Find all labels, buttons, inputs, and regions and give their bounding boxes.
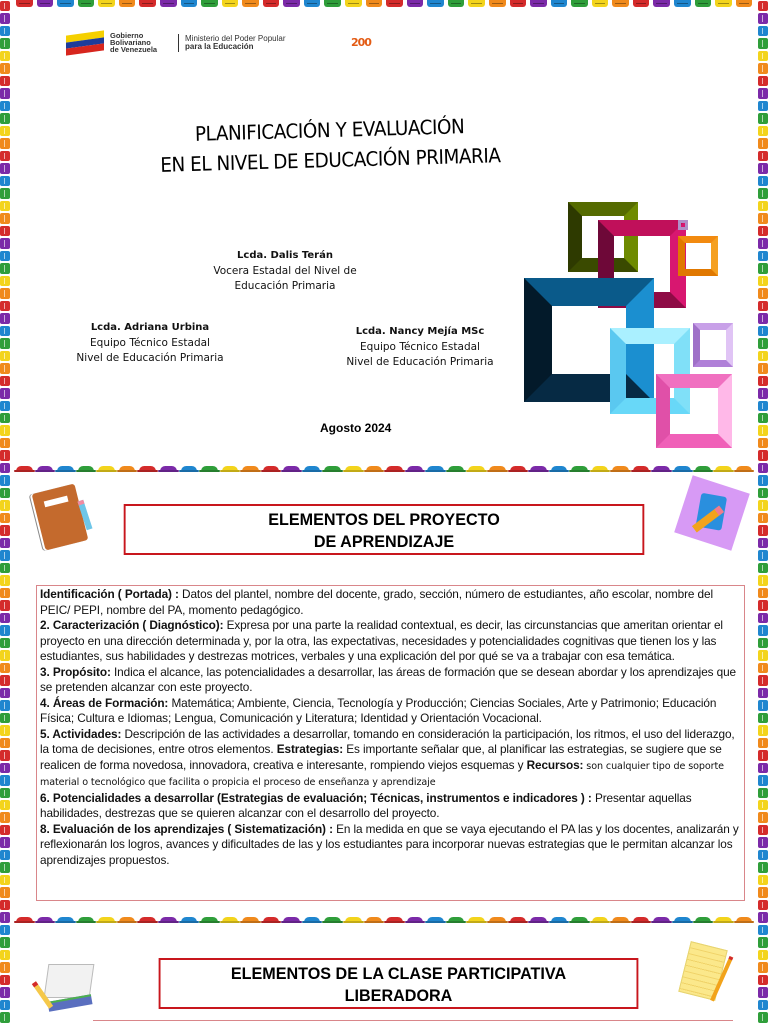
crayon-border-top [14,0,754,8]
item-proposito: 3. Propósito: Indica el alcance, las potencialidades a desarrollar, las áreas de formación que se desean abordar y los aprendizajes que se pretenden alcanzar con este proyecto. [40,664,737,694]
author-nancy-mejia: Lcda. Nancy Mejía MSc Equipo Técnico Estadal Nivel de Educación Primaria [346,326,494,368]
bicentennial-logo: 200 [351,36,371,49]
open-book-icon [38,960,98,1015]
crayon-separator-2 [14,913,754,923]
logo-divider [178,34,179,52]
section-header-project-elements: ELEMENTOS DEL PROYECTO DE APRENDIZAJE [124,504,645,555]
item-actividades: 5. Actividades: Descripción de las actividades a desarrollar, tomando en consideración la participación, los ritmos, el uso del liderazgo, la toma de decisiones, entre otros elementos. Estrategias: Es importante señalar que, al planificar las estrategias, se sugiere que se realicen de forma novedosa, innovadora, creativa e interesante, rompiendo viejos esquemas y Recursos: son cualquier tipo de soporte material o tecnológico que facilita o propicia el proceso de enseñanza y aprendizaje [40,726,735,788]
notebook-pencil-icon [674,475,750,551]
crayon-separator-1 [14,462,754,472]
item-identificacion: Identificación ( Portada) : Datos del plantel, nombre del docente, grado, sección, número de estudiantes, año escolar, nombre del PEIC/ PEPI, nombre del PA, momento pedagógico. [40,587,713,617]
page-title: PLANIFICACIÓN Y EVALUACIÓN EN EL NIVEL DE EDUCACIÓN PRIMARIA [160,114,501,177]
document-date: Agosto 2024 [320,421,392,435]
next-content-box-edge [93,1020,733,1024]
author-dalis-teran: Lcda. Dalis Terán Vocera Estadal del Nivel de Educación Primaria [213,250,357,292]
venezuela-flag-icon [66,30,104,55]
ministry-text: Ministerio del Poder Popular para la Educación [185,33,286,51]
project-elements-content [36,585,745,901]
item-potencialidades: 6. Potencialidades a desarrollar (Estrategias de evaluación; Técnicas, instrumentos e indicadores ) : Presentar aquellas habilidades, destrezas que se quieren alcanzar con el desarrollo del proyecto. [40,790,692,820]
section-header-participative-class: ELEMENTOS DE LA CLASE PARTICIPATIVA LIBERADORA [159,958,639,1009]
author-adriana-urbina: Lcda. Adriana Urbina Equipo Técnico Estadal Nivel de Educación Primaria [76,322,224,364]
ministry-logo-bar [66,32,371,53]
crayon-border-right [758,0,768,1024]
decorative-squares-graphic [518,198,748,458]
notepad-pencil-icon [678,941,727,1001]
item-areas-formacion: 4. Áreas de Formación: Matemática; Ambiente, Ciencia, Tecnología y Producción; Ciencias Sociales, Arte y Patrimonio; Educación Física; Cultura e Idiomas; Lengua, Comunicación y Literatura; Identidad y Orientación Vocacional. [40,695,717,725]
item-evaluacion: 8. Evaluación de los aprendizajes ( Sistematización) : En la medida en que se vaya ejecutando el PA las y los docentes, analizarán y reflexionarán los logros, avances y dificultades de las y los estudiantes para incorporar nuevas estrategias que le permitan alcanzar los aprendizajes propuestos. [40,821,739,867]
government-text: Gobierno Bolivariano de Venezuela [110,31,158,54]
item-caracterizacion: 2. Caracterización ( Diagnóstico): Expresa por una parte la realidad contextual, es decir, las circunstancias que ameritan orientar el proyecto en una dirección determinada y, por la otra, las expectativas, necesidades y potencialidades cognitivas que tienen los y las estudiantes, sus habilidades y destrezas motrices, verbales y una explicación del por qué se va a trabajar con esa temática. [40,618,723,663]
notebook-icon [32,484,89,551]
crayon-border-left [0,0,10,1024]
